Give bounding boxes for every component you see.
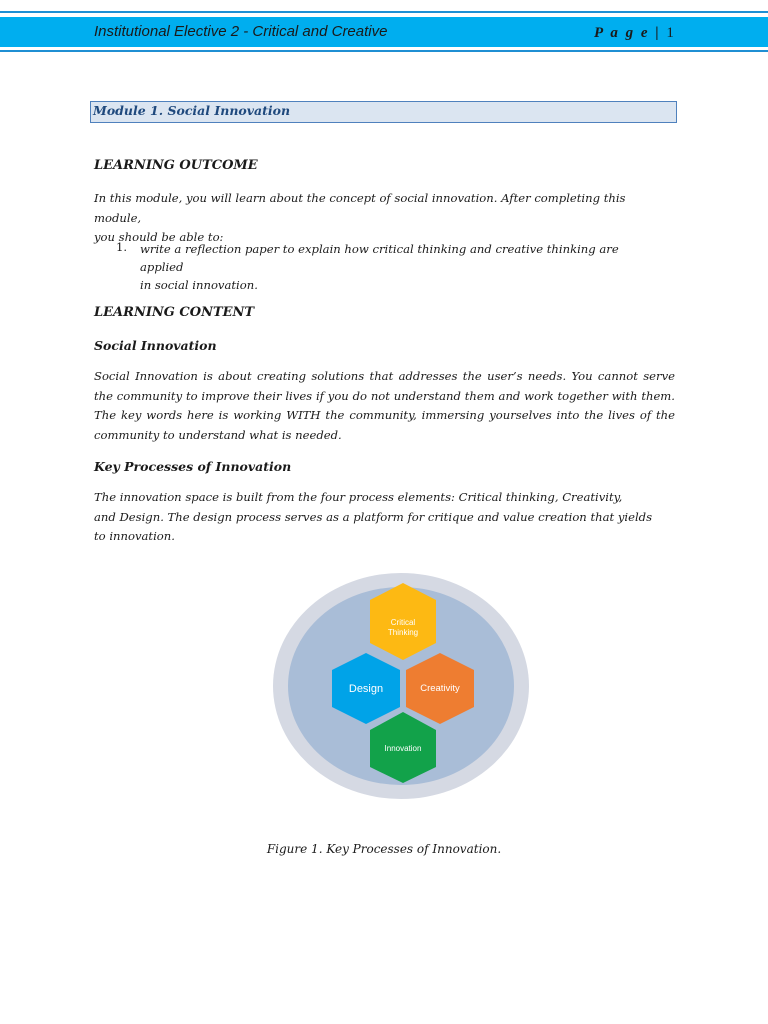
header-rule-bottom (0, 50, 768, 52)
figure-caption: Figure 1. Key Processes of Innovation. (266, 842, 502, 856)
intro-line-1: In this module, you will learn about the concept of social innovation. After completing this module, (94, 191, 626, 225)
social-innovation-heading: Social Innovation (94, 338, 217, 353)
key-processes-line-3: to innovation. (94, 529, 175, 543)
hexagon-label-design: Design (348, 683, 384, 695)
module-title-box (90, 101, 677, 123)
social-innovation-paragraph: Social Innovation is about creating solutions that addresses the user’s needs. You cannot serve the community to improve their lives if you do not understand them and work together with them. The key words here is working WITH the community, immersing yourselves into the lives of the community to understand what is needed. (94, 369, 675, 442)
hexagon-label-innovation: Innovation (384, 744, 422, 753)
key-processes-line-1: The innovation space is built from the four process elements: Critical thinking, Creativity, (94, 490, 623, 504)
outcome-item-line-2: in social innovation. (140, 278, 258, 292)
hexagon-label-critical-line2: Thinking (387, 628, 419, 637)
key-processes-line-2: and Design. The design process serves as a platform for critique and value creation that yields (94, 509, 653, 524)
intro-line-2: you should be able to: (94, 230, 224, 244)
outcome-item-text (140, 240, 660, 294)
page-number: 1 (666, 25, 674, 41)
learning-content-heading: LEARNING CONTENT (94, 305, 255, 320)
learning-outcome-intro (94, 189, 675, 248)
header-course-title: Institutional Elective 2 - Critical and Creative (94, 23, 388, 40)
outcome-item-line-1: write a reflection paper to explain how critical thinking and creative thinking are applied (140, 242, 619, 274)
innovation-process-diagram (270, 570, 532, 802)
page-number-label (594, 25, 674, 42)
hexagon-label-critical-line1: Critical (390, 618, 416, 627)
learning-outcome-heading: LEARNING OUTCOME (94, 158, 258, 173)
key-processes-paragraph (94, 488, 675, 547)
page-separator: | (655, 25, 659, 41)
key-processes-heading: Key Processes of Innovation (94, 459, 292, 474)
header-rule-top (0, 11, 768, 13)
outcome-item-number: 1. (116, 240, 128, 254)
hexagon-label-creativity: Creativity (420, 683, 460, 694)
module-title: Module 1. Social Innovation (93, 103, 291, 118)
page-word: P a g e (594, 25, 650, 41)
